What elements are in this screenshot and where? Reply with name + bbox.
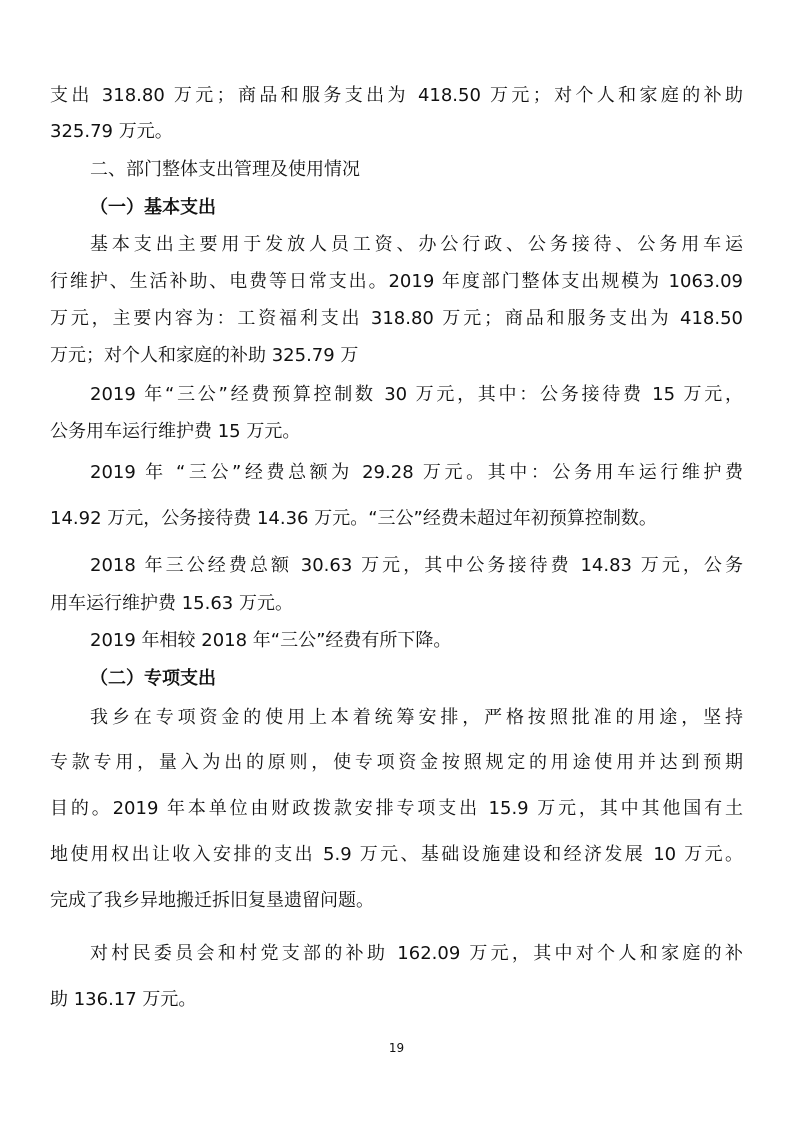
text-line: 2019 年 “三公”经费总额为 29.28 万元。其中：公务用车运行维护费 xyxy=(90,462,743,483)
text-line: 地使用权出让收入安排的支出 5.9 万元、基础设施建设和经济发展 10 万元。 xyxy=(50,844,743,865)
text-line: 325.79 万元。 xyxy=(50,121,173,142)
text-line: 万元；对个人和家庭的补助 325.79 万 xyxy=(50,345,359,366)
text-line: 万元，主要内容为：工资福利支出 318.80 万元；商品和服务支出为 418.50 xyxy=(50,308,743,329)
text-line: 用车运行维护费 15.63 万元。 xyxy=(50,593,293,614)
page-number: 19 xyxy=(388,1041,405,1055)
text-line: 我乡在专项资金的使用上本着统筹安排，严格按照批准的用途，坚持 xyxy=(90,707,743,728)
text-line: 2019 年相较 2018 年“三公”经费有所下降。 xyxy=(90,630,452,651)
text-line: 基本支出主要用于发放人员工资、办公行政、公务接待、公务用车运 xyxy=(90,234,743,255)
section-heading: 二、部门整体支出管理及使用情况 xyxy=(90,159,360,180)
text-line: 2018 年三公经费总额 30.63 万元，其中公务接待费 14.83 万元，公务 xyxy=(90,555,743,576)
text-line: 14.92 万元，公务接待费 14.36 万元。“三公”经费未超过年初预算控制数。 xyxy=(50,508,657,529)
text-line: 完成了我乡异地搬迁拆旧复垦遗留问题。 xyxy=(50,890,374,911)
text-line: 专款专用，量入为出的原则，使专项资金按照规定的用途使用并达到预期 xyxy=(50,752,743,773)
text-line: 行维护、生活补助、电费等日常支出。2019 年度部门整体支出规模为 1063.09 xyxy=(50,271,743,292)
subsection-heading: （二）专项支出 xyxy=(90,668,216,689)
text-line: 目的。2019 年本单位由财政拨款安排专项支出 15.9 万元，其中其他国有土 xyxy=(50,798,743,819)
text-line: 2019 年“三公”经费预算控制数 30 万元，其中：公务接待费 15 万元， xyxy=(90,384,743,405)
text-line: 对村民委员会和村党支部的补助 162.09 万元，其中对个人和家庭的补 xyxy=(90,943,743,964)
text-line: 助 136.17 万元。 xyxy=(50,989,197,1010)
text-line: 公务用车运行维护费 15 万元。 xyxy=(50,421,301,442)
subsection-heading: （一）基本支出 xyxy=(90,197,216,218)
text-line: 支出 318.80 万元；商品和服务支出为 418.50 万元；对个人和家庭的补助 xyxy=(50,85,743,106)
